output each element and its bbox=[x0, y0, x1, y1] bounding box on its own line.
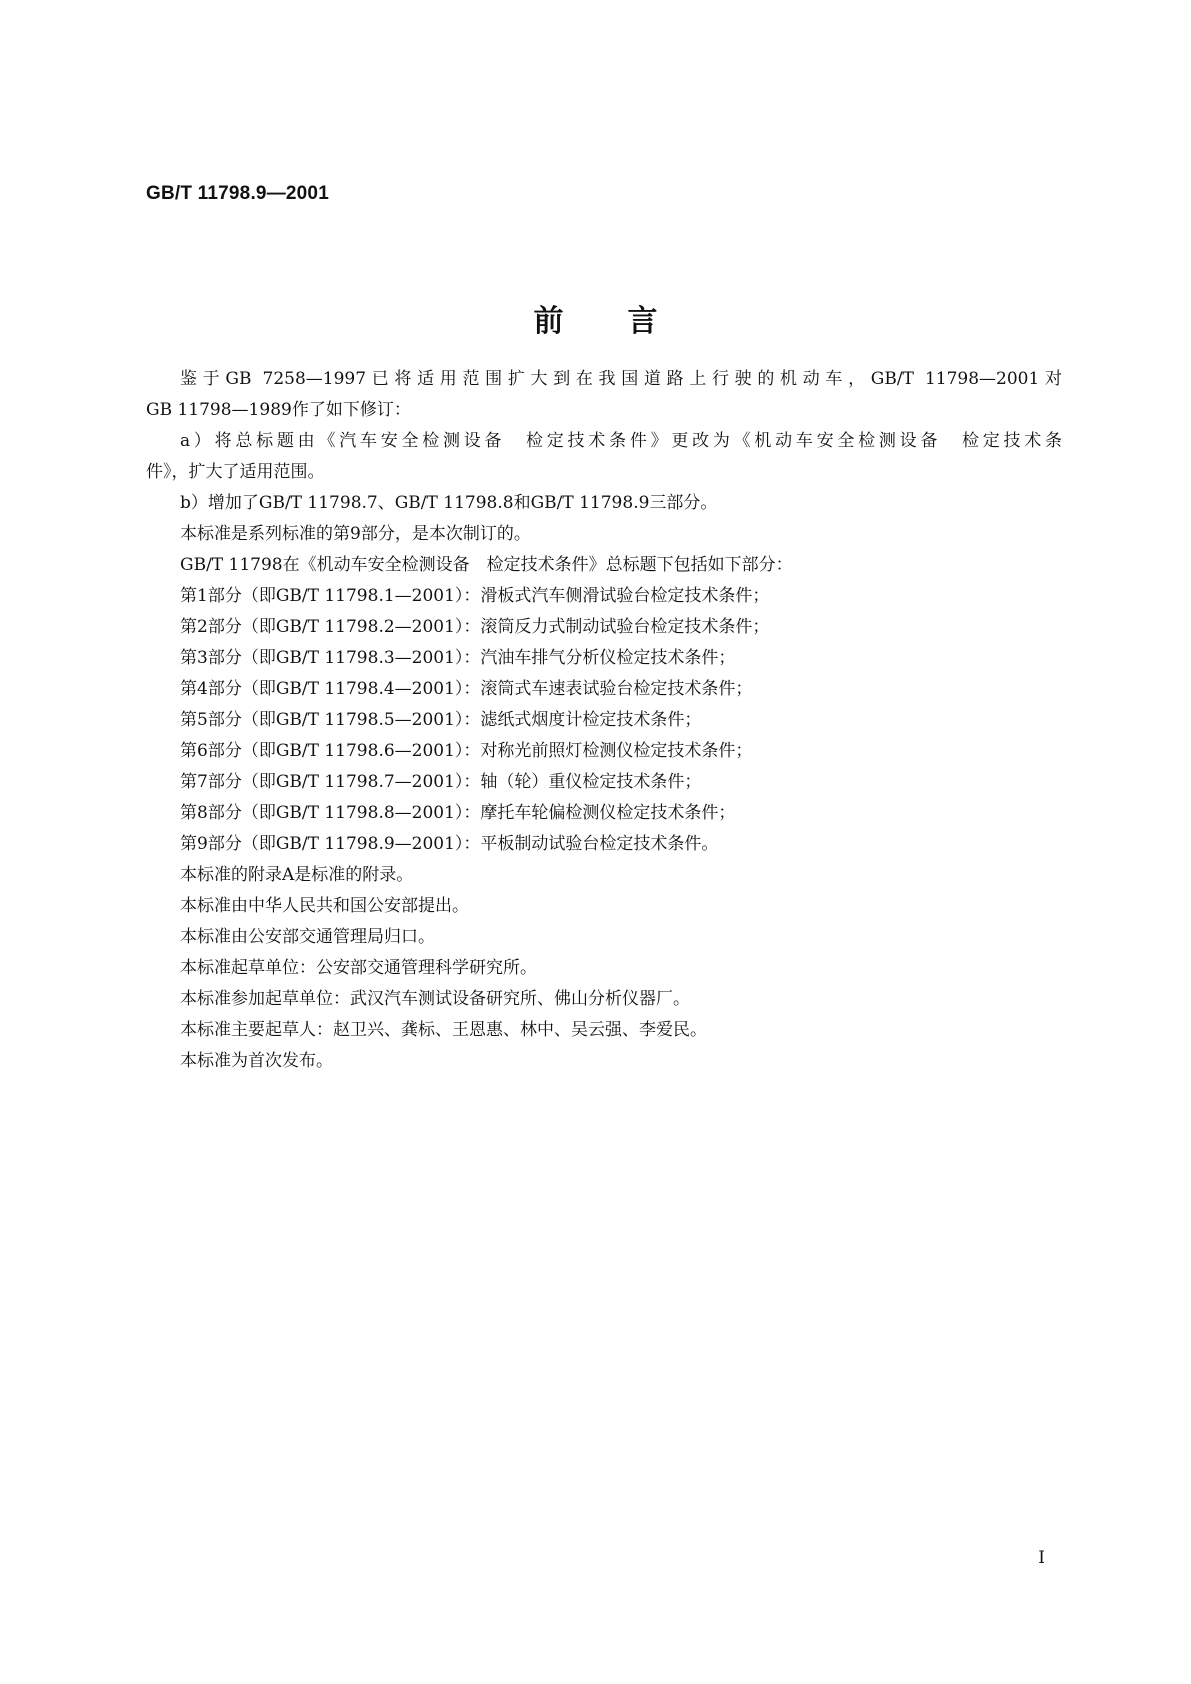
parts-intro: GB/T 11798在《机动车安全检测设备 检定技术条件》总标题下包括如下部分： bbox=[180, 555, 793, 575]
paragraph-scope-line-1: 鉴于GB 7258—1997已将适用范围扩大到在我国道路上行驶的机动车，GB/T 11798—2001对 bbox=[180, 369, 1062, 389]
series-note: 本标准是系列标准的第9部分，是本次制订的。 bbox=[180, 524, 531, 544]
proposed-by: 本标准由中华人民共和国公安部提出。 bbox=[180, 896, 469, 916]
appendix-note: 本标准的附录A是标准的附录。 bbox=[180, 865, 414, 885]
part-item-1: 第1部分（即GB/T 11798.1—2001）：滑板式汽车侧滑试验台检定技术条件； bbox=[180, 586, 770, 606]
part-item-8: 第8部分（即GB/T 11798.8—2001）：摩托车轮偏检测仪检定技术条件； bbox=[180, 803, 736, 823]
first-release-note: 本标准为首次发布。 bbox=[180, 1051, 333, 1071]
item-a-line-2: 件》，扩大了适用范围。 bbox=[146, 462, 325, 482]
preface-body bbox=[146, 364, 1062, 1077]
standard-code: GB/T 11798.9—2001 bbox=[146, 183, 329, 204]
part-item-7: 第7部分（即GB/T 11798.7—2001）：轴（轮）重仪检定技术条件； bbox=[180, 772, 702, 792]
participating-units: 本标准参加起草单位：武汉汽车测试设备研究所、佛山分析仪器厂。 bbox=[180, 989, 690, 1009]
paragraph-scope-line-2: GB 11798—1989作了如下修订： bbox=[146, 400, 411, 420]
part-item-9: 第9部分（即GB/T 11798.9—2001）：平板制动试验台检定技术条件。 bbox=[180, 834, 719, 854]
page-number: I bbox=[1038, 1548, 1045, 1568]
part-item-4: 第4部分（即GB/T 11798.4—2001）：滚筒式车速表试验台检定技术条件； bbox=[180, 679, 753, 699]
centralized-by: 本标准由公安部交通管理局归口。 bbox=[180, 927, 435, 947]
part-item-3: 第3部分（即GB/T 11798.3—2001）：汽油车排气分析仪检定技术条件； bbox=[180, 648, 736, 668]
part-item-6: 第6部分（即GB/T 11798.6—2001）：对称光前照灯检测仪检定技术条件； bbox=[180, 741, 753, 761]
page-title: 前言 bbox=[533, 304, 722, 339]
item-a-line-1: a）将总标题由《汽车安全检测设备 检定技术条件》更改为《机动车安全检测设备 检定技术条 bbox=[180, 431, 1062, 451]
main-drafters: 本标准主要起草人：赵卫兴、龚标、王恩惠、林中、吴云强、李爱民。 bbox=[180, 1020, 707, 1040]
part-item-5: 第5部分（即GB/T 11798.5—2001）：滤纸式烟度计检定技术条件； bbox=[180, 710, 702, 730]
part-item-2: 第2部分（即GB/T 11798.2—2001）：滚筒反力式制动试验台检定技术条件； bbox=[180, 617, 770, 637]
drafting-unit: 本标准起草单位：公安部交通管理科学研究所。 bbox=[180, 958, 537, 978]
item-b: b）增加了GB/T 11798.7、GB/T 11798.8和GB/T 11798.9三部分。 bbox=[180, 493, 718, 513]
